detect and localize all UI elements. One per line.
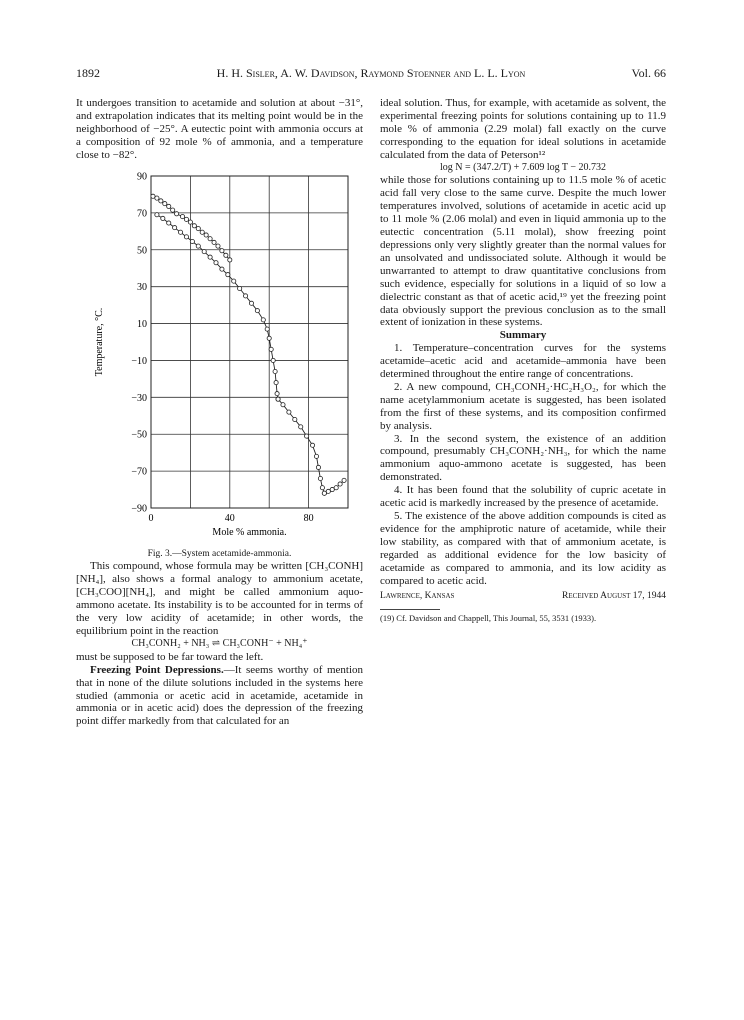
y-tick-label: −10	[131, 355, 147, 367]
section-heading: Freezing Point Depressions.	[90, 663, 224, 676]
data-point	[287, 410, 291, 414]
data-point	[216, 244, 220, 248]
y-tick-label: −50	[131, 429, 147, 441]
figure-caption: Fig. 3.—System acetamide-ammonia.	[147, 548, 292, 559]
data-point	[273, 369, 277, 373]
data-point	[212, 240, 216, 244]
acetic-acid-paragraph: while those for solutions containing up to 11.5 mole % of acetic acid fall very close to the same curve. Despite the much lower temperatures involved, solutions of acetamide in acetic acid up to 11 mole % (2.06 molal) and even in liquid ammonia up to the eutectic concentration (5.11 molal), show freezing point depressions only very slightly greater than the normal values for an unsolvated and undissociated solute. Although it would be unwarranted to attempt to draw quantitative conclusions from such evidence, especially for solutions in a liquid of so low a dielectric constant as that of acetic acid,¹⁹ yet the freezing point data obviously support the previous conclusion as to the small extent of ionization in these systems.	[380, 174, 666, 329]
data-point	[338, 481, 342, 485]
series-line	[157, 214, 278, 399]
data-point	[310, 443, 314, 447]
data-point	[159, 198, 163, 202]
data-point	[214, 260, 218, 264]
data-point	[224, 253, 228, 257]
data-point	[192, 223, 196, 227]
series-line	[278, 399, 324, 493]
x-tick-label: 80	[303, 512, 314, 524]
data-point	[275, 391, 279, 395]
data-point	[261, 317, 265, 321]
data-point	[208, 255, 212, 259]
data-point	[171, 208, 175, 212]
reaction-equation: CH₃CONH₂ + NH₃ ⇌ CH₃CONH⁻ + NH₄⁺	[131, 637, 308, 649]
ideal-solution-paragraph: ideal solution. Thus, for example, with acetamide as solvent, the experimental freezing points for solutions containing up to 11.9 mole % of ammonia (2.29 molal) fall exactly on the curve corresponding to the equation for ideal solutions in acetamide calculated from the data of Peterson¹²	[380, 97, 666, 161]
data-point	[271, 358, 275, 362]
data-point	[243, 293, 247, 297]
compound-paragraph: This compound, whose formula may be written [CH₃CONH][NH₄], also shows a formal analogy to ammonium acetate, [CH₃COO][NH₄], and might be called ammonium aquo-ammono acetate. Its instability is to be accounted for in terms of the very low acidity of acetamide; in other words, the equilibrium point in the reaction	[76, 560, 363, 637]
summary-item-5: 5. The existence of the above addition compounds is cited as evidence for the amphiprotic nature of acetamide, while their low stability, as compared with that of ammonium acetate, is regarded as additional evidence for the low basicity of acetamide as compared to ammonia, and its low acidity as compared to acetic acid.	[380, 510, 666, 587]
x-axis-label: Mole % ammonia.	[212, 526, 287, 538]
data-point	[334, 485, 338, 489]
x-tick-label: 0	[148, 512, 154, 524]
summary-heading: Summary	[499, 329, 547, 342]
intro-paragraph: It undergoes transition to acetamide and solution at about −31°, and extrapolation indicates that its melting point would be in the neighborhood of −25°. A eutectic point with ammonia occurs at a composition of 92 mole % of ammonia, and a temperature close to −82°.	[76, 97, 363, 161]
data-point	[265, 327, 269, 331]
data-point	[155, 196, 159, 200]
data-point	[155, 212, 159, 216]
data-point	[184, 217, 188, 221]
y-tick-label: 50	[137, 244, 147, 256]
data-point	[184, 234, 188, 238]
y-tick-label: 10	[137, 318, 147, 330]
data-point	[238, 286, 242, 290]
data-point	[274, 380, 278, 384]
data-point	[220, 267, 224, 271]
right-column	[380, 97, 666, 625]
running-authors: H. H. Sisler, A. W. Davidson, Raymond Stoenner and L. L. Lyon	[216, 66, 526, 80]
data-point	[293, 417, 297, 421]
data-point	[255, 308, 259, 312]
data-point	[208, 236, 212, 240]
data-point	[178, 230, 182, 234]
plot-frame	[151, 176, 348, 508]
data-point	[249, 301, 253, 305]
summary-item-4: 4. It has been found that the solubility of cupric acetate in acetic acid is markedly increased by the presence of acetamide.	[380, 484, 666, 510]
data-point	[167, 204, 171, 208]
data-point	[314, 454, 318, 458]
data-point	[267, 336, 271, 340]
footnote-19: (19) Cf. Davidson and Chappell, This Journal, 55, 3531 (1933).	[380, 613, 597, 624]
data-point	[269, 347, 273, 351]
data-point	[342, 478, 346, 482]
data-point	[180, 214, 184, 218]
y-tick-label: −30	[131, 392, 147, 404]
x-tick-label: 40	[224, 512, 235, 524]
data-point	[281, 402, 285, 406]
data-point	[299, 424, 303, 428]
y-tick-label: 30	[137, 281, 147, 293]
data-point	[232, 279, 236, 283]
volume-number: Vol. 66	[631, 66, 666, 80]
summary-item-1: 1. Temperature–concentration curves for the systems acetamide–acetic acid and acetamide–ammonia have been determined throughout the entire range of concentrations.	[380, 342, 666, 381]
y-tick-label: −90	[131, 503, 147, 515]
data-point	[220, 248, 224, 252]
summary-item-2: 2. A new compound, CH₃CONH₂·HC₂H₃O₂, for which the name acetylammonium acetate is suggested, has been isolated from the first of these systems, and its composition confirmed by analysis.	[380, 380, 666, 432]
data-point	[318, 476, 322, 480]
data-point	[226, 272, 230, 276]
section-text: —It seems worthy of mention that in none of the dilute solutions included in the systems here studied (ammonia or acetic acid in acetamide, acetamide in ammonia or in acetic acid) does the depression of the freezing point differ markedly from that calculated for an	[76, 663, 363, 728]
data-point	[163, 201, 167, 205]
left-column	[76, 97, 363, 728]
data-point	[305, 433, 309, 437]
data-point	[196, 226, 200, 230]
data-point	[196, 244, 200, 248]
freezing-point-paragraph	[76, 664, 363, 729]
signature-line	[380, 590, 666, 603]
data-point	[175, 211, 179, 215]
data-point	[188, 220, 192, 224]
place: Lawrence, Kansas	[380, 591, 455, 602]
data-point	[204, 232, 208, 236]
continuation-text: must be supposed to be far toward the left.	[76, 650, 264, 663]
summary-item-3: 3. In the second system, the existence of an addition compound, presumably CH₃CONH₂·NH₃, for which the name ammonium aquo-ammono acetate is suggested, has been demonstrated.	[380, 432, 666, 484]
footnote-rule	[380, 609, 440, 610]
data-point	[173, 225, 177, 229]
data-point	[167, 220, 171, 224]
page-number: 1892	[76, 66, 100, 80]
phase-diagram-chart	[76, 168, 363, 544]
y-axis-label: Temperature, °C.	[94, 307, 105, 376]
y-tick-label: 70	[137, 207, 147, 219]
y-tick-label: −70	[131, 466, 147, 478]
peterson-equation: log N = (347.2/T) + 7.609 log T − 20.732	[440, 161, 606, 173]
running-header	[76, 66, 666, 82]
data-point	[161, 216, 165, 220]
data-point	[316, 465, 320, 469]
data-point	[202, 249, 206, 253]
received-date: Received August 17, 1944	[562, 591, 666, 602]
data-point	[276, 397, 280, 401]
figure-3	[76, 168, 363, 544]
data-point	[190, 239, 194, 243]
data-point	[320, 485, 324, 489]
data-point	[200, 230, 204, 234]
y-tick-label: 90	[137, 171, 147, 183]
data-point	[228, 257, 232, 261]
